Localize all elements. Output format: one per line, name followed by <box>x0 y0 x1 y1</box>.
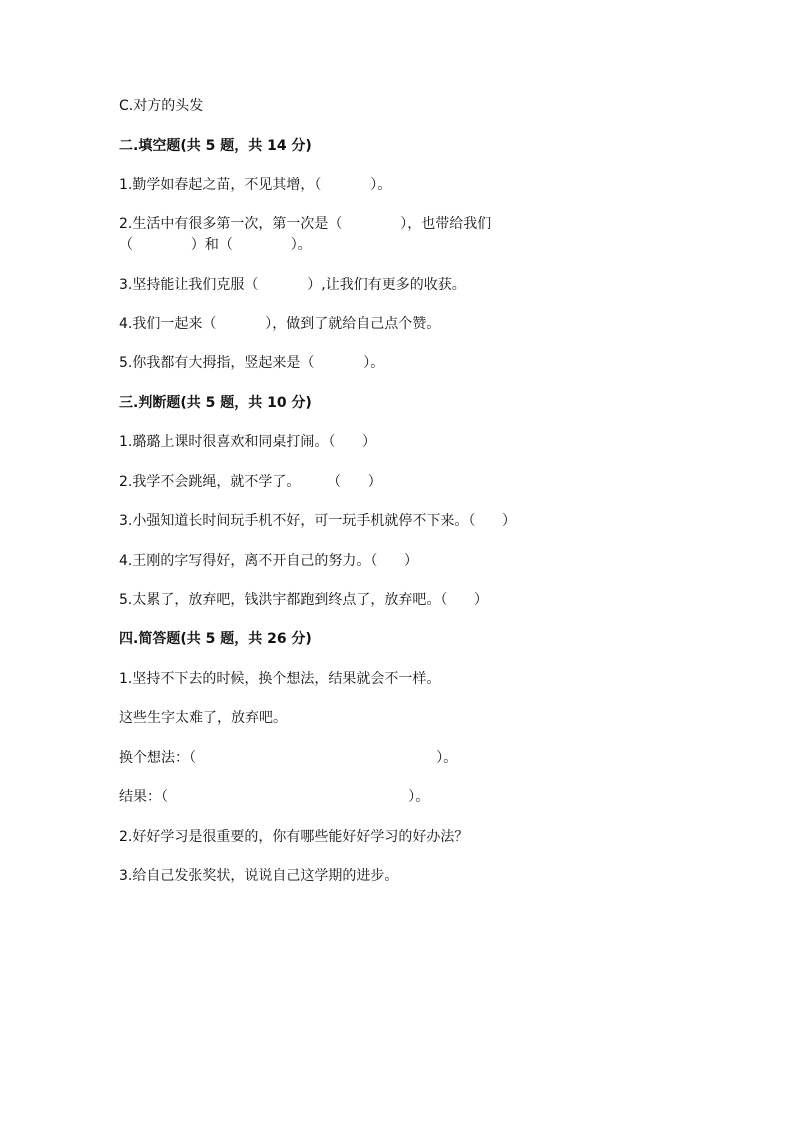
sa-question-3: 3.给自己发张奖状，说说自己这学期的进步。 <box>119 868 399 884</box>
sa-question-1-example: 这些生字太难了，放弃吧。 <box>119 710 287 726</box>
tf-question-5: 5.太累了，放弃吧，钱洪宇都跑到终点了，放弃吧。（ ） <box>119 592 489 608</box>
section-heading-fill-in-blank: 二.填空题(共 5 题，共 14 分) <box>119 138 312 154</box>
sa-question-1-result: 结果：（ ）。 <box>119 789 430 805</box>
fill-question-4: 4.我们一起来（ ），做到了就给自己点个赞。 <box>119 316 441 332</box>
tf-question-1: 1.璐璐上课时很喜欢和同桌打闹。（ ） <box>119 434 377 450</box>
section-heading-true-false: 三.判断题(共 5 题，共 10 分) <box>119 395 312 411</box>
option-c: C.对方的头发 <box>119 98 204 114</box>
fill-question-5: 5.你我都有大拇指，竖起来是（ ）。 <box>119 355 385 371</box>
sa-question-1-rethink: 换个想法：（ ）。 <box>119 750 458 766</box>
fill-question-2-continued: （ ）和（ ）。 <box>119 237 312 253</box>
tf-question-2: 2.我学不会跳绳，就不学了。 （ ） <box>119 474 382 490</box>
tf-question-3: 3.小强知道长时间玩手机不好，可一玩手机就停不下来。（ ） <box>119 513 517 529</box>
tf-question-4: 4.王刚的字写得好，离不开自己的努力。（ ） <box>119 553 419 569</box>
fill-question-1: 1.勤学如春起之苗，不见其增，（ ）。 <box>119 177 392 193</box>
sa-question-1: 1.坚持不下去的时候，换个想法，结果就会不一样。 <box>119 671 441 687</box>
sa-question-2: 2.好好学习是很重要的，你有哪些能好好学习的好办法？ <box>119 829 469 845</box>
fill-question-3: 3.坚持能让我们克服（ ）,让我们有更多的收获。 <box>119 277 466 293</box>
fill-question-2: 2.生活中有很多第一次，第一次是（ ），也带给我们 <box>119 216 492 232</box>
section-heading-short-answer: 四.简答题(共 5 题，共 26 分) <box>119 631 312 647</box>
